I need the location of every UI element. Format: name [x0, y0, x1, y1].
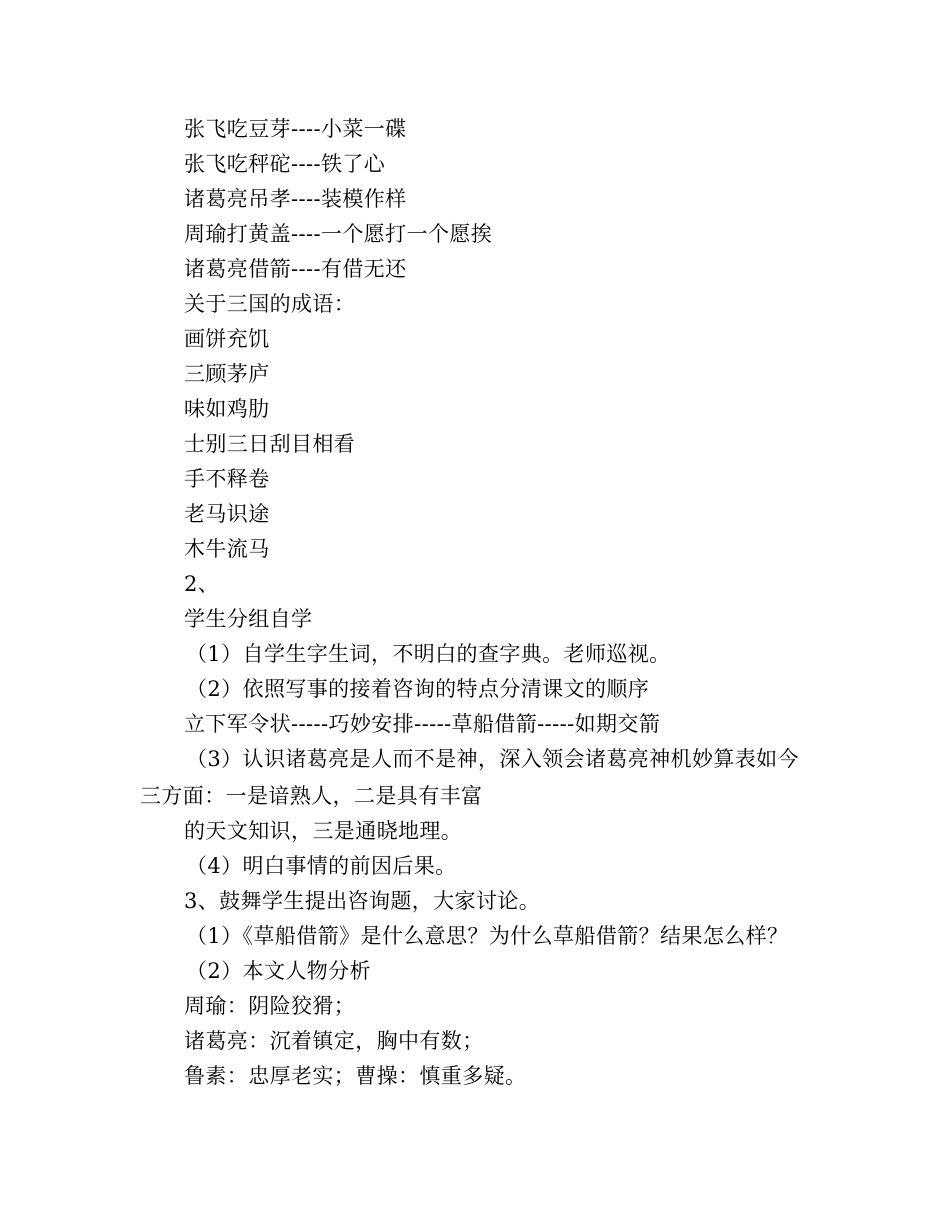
section-heading: 学生分组自学 — [184, 607, 313, 631]
text-line: （2）本文人物分析 — [186, 959, 371, 983]
text-line: 诸葛亮：沉着镇定，胸中有数； — [184, 1029, 484, 1053]
text-line: 老马识途 — [184, 502, 270, 526]
text-line: 三方面：一是谙熟人，二是具有丰富 — [140, 784, 483, 808]
text-line: 味如鸡肋 — [184, 397, 270, 421]
text-line: 张飞吃豆芽----小菜一碟 — [184, 117, 407, 141]
text-line: 周瑜：阴险狡猾； — [184, 994, 356, 1018]
text-line: （3）认识诸葛亮是人而不是神，深入领会诸葛亮神机妙算表如今 — [186, 747, 799, 771]
text-line: 立下军令状-----巧妙安排-----草船借箭-----如期交箭 — [184, 712, 661, 736]
text-line: （2）依照写事的接着咨询的特点分清课文的顺序 — [186, 677, 650, 701]
text-line: 诸葛亮借箭----有借无还 — [184, 257, 407, 281]
text-line: 木牛流马 — [184, 537, 270, 561]
text-line: 诸葛亮吊孝----装模作样 — [184, 187, 407, 211]
text-line: 张飞吃秤砣----铁了心 — [184, 152, 386, 176]
section-number: 2、 — [184, 572, 220, 596]
text-line: 手不释卷 — [184, 467, 270, 491]
text-line: 三顾茅庐 — [184, 362, 270, 386]
section-heading: 关于三国的成语： — [184, 292, 356, 316]
text-line: 画饼充饥 — [184, 327, 270, 351]
text-line: （1）《草船借箭》是什么意思？为什么草船借箭？结果怎么样？ — [186, 924, 789, 948]
text-line: 周瑜打黄盖----一个愿打一个愿挨 — [184, 222, 493, 246]
section-heading: 3、鼓舞学生提出咨询题，大家讨论。 — [184, 889, 541, 913]
text-line: 鲁素：忠厚老实；曹操：慎重多疑。 — [184, 1064, 527, 1088]
text-line: 的天文知识，三是通晓地理。 — [184, 819, 463, 843]
text-line: （4）明白事情的前因后果。 — [186, 854, 457, 878]
text-line: （1）自学生字生词，不明白的查字典。老师巡视。 — [186, 642, 671, 666]
text-line: 士别三日刮目相看 — [184, 432, 356, 456]
